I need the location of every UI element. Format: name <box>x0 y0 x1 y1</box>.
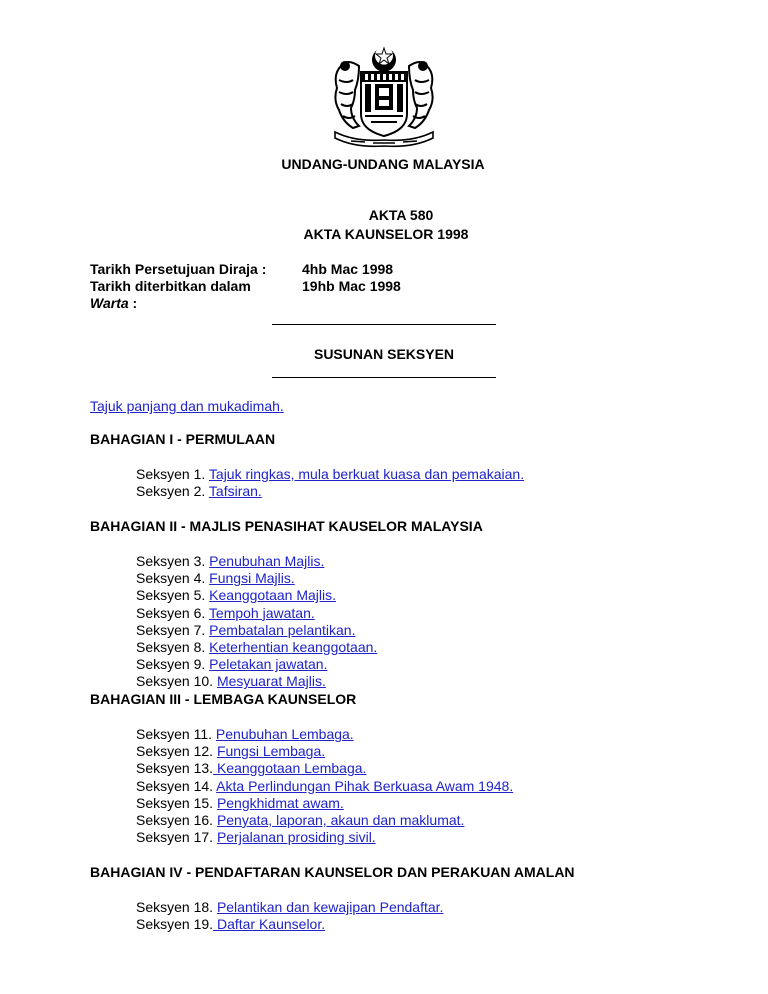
published-label: Tarikh diterbitkan dalam <box>90 278 251 294</box>
section-row <box>136 656 377 673</box>
part-title: BAHAGIAN I - PERMULAAN <box>90 431 276 447</box>
section-label: Seksyen 12. <box>136 743 217 760</box>
section-row <box>136 570 377 587</box>
section-link[interactable]: Akta Perlindungan Pihak Berkuasa Awam 1948. <box>216 777 514 794</box>
act-name: AKTA KAUNSELOR 1998 <box>303 226 469 242</box>
published-date: 19hb Mac 1998 <box>302 278 401 294</box>
section-label: Seksyen 1. <box>136 466 209 482</box>
section-label: Seksyen 19. <box>136 916 214 933</box>
royal-assent-date: 4hb Mac 1998 <box>302 261 394 277</box>
section-row <box>136 916 443 933</box>
part-title: BAHAGIAN II - MAJLIS PENASIHAT KAUSELOR MALAYSIA <box>90 518 483 534</box>
section-row <box>136 639 377 656</box>
divider-bottom <box>272 377 496 378</box>
warta-colon: : <box>128 295 138 311</box>
section-link[interactable]: Pembatalan pelantikan. <box>209 621 356 638</box>
arrangement-heading: SUSUNAN SEKSYEN <box>313 346 455 362</box>
section-row <box>136 778 513 795</box>
section-link[interactable]: Perjalanan prosiding sivil. <box>216 829 376 846</box>
section-list <box>136 553 377 691</box>
section-row <box>136 622 377 639</box>
part-title: BAHAGIAN IV - PENDAFTARAN KAUNSELOR DAN PERAKUAN AMALAN <box>90 864 575 880</box>
section-label: Seksyen 8. <box>136 638 210 655</box>
section-label: Seksyen 17. <box>136 829 217 846</box>
section-label: Seksyen 3. <box>136 553 210 569</box>
section-link[interactable]: Fungsi Lembaga. <box>216 743 326 760</box>
section-row <box>136 795 513 812</box>
section-label: Seksyen 15. <box>136 794 217 811</box>
law-title: UNDANG-UNDANG MALAYSIA <box>281 156 485 172</box>
section-link[interactable]: Pelantikan dan kewajipan Pendaftar. <box>216 899 444 915</box>
section-row <box>136 483 524 500</box>
section-link[interactable]: Daftar Kaunselor. <box>213 916 326 933</box>
long-title-link-row <box>90 398 284 415</box>
section-label: Seksyen 9. <box>136 656 210 673</box>
section-link[interactable]: Keanggotaan Majlis. <box>209 587 337 604</box>
section-link[interactable]: Penyata, laporan, akaun dan maklumat. <box>216 811 465 828</box>
section-row <box>136 553 377 570</box>
section-link[interactable]: Tajuk ringkas, mula berkuat kuasa dan pemakaian. <box>208 466 525 482</box>
section-link[interactable]: Pengkhidmat awam. <box>216 794 344 811</box>
section-link[interactable]: Penubuhan Majlis. <box>209 553 325 569</box>
section-label: Seksyen 10. <box>136 673 217 690</box>
section-label: Seksyen 6. <box>136 604 209 621</box>
section-link[interactable]: Keterhentian keanggotaan. <box>209 638 378 655</box>
section-row <box>136 466 524 483</box>
part-title: BAHAGIAN III - LEMBAGA KAUNSELOR <box>90 691 357 707</box>
section-label: Seksyen 5. <box>136 587 210 604</box>
section-row <box>136 726 513 743</box>
section-label: Seksyen 14. <box>136 777 217 794</box>
section-link[interactable]: Tempoh jawatan. <box>208 604 315 621</box>
section-row <box>136 829 513 846</box>
section-label: Seksyen 16. <box>136 811 217 828</box>
section-row <box>136 899 443 916</box>
section-label: Seksyen 2. <box>136 483 209 500</box>
royal-assent-label: Tarikh Persetujuan Diraja : <box>90 261 267 277</box>
section-row <box>136 743 513 760</box>
section-row <box>136 760 513 777</box>
section-row <box>136 673 377 690</box>
section-link[interactable]: Keanggotaan Lembaga. <box>213 760 367 777</box>
coat-of-arms-emblem <box>325 44 443 148</box>
section-link[interactable]: Penubuhan Lembaga. <box>215 726 354 742</box>
warta-label: Warta <box>90 295 129 311</box>
section-list <box>136 726 513 846</box>
section-link[interactable]: Fungsi Majlis. <box>209 570 295 587</box>
long-title-link[interactable]: Tajuk panjang dan mukadimah. <box>90 398 284 414</box>
section-label: Seksyen 13. <box>136 760 214 777</box>
warta-label-line <box>90 295 137 312</box>
section-label: Seksyen 11. <box>136 726 216 742</box>
act-number: AKTA 580 <box>368 207 434 223</box>
section-link[interactable]: Mesyuarat Majlis. <box>216 673 326 690</box>
section-label: Seksyen 4. <box>136 570 210 587</box>
section-row <box>136 587 377 604</box>
section-row <box>136 812 513 829</box>
section-list <box>136 466 524 500</box>
divider-top <box>272 324 496 325</box>
section-list <box>136 899 443 933</box>
section-label: Seksyen 7. <box>136 621 210 638</box>
section-label: Seksyen 18. <box>136 899 217 915</box>
section-row <box>136 605 377 622</box>
section-link[interactable]: Tafsiran. <box>208 483 262 500</box>
section-link[interactable]: Peletakan jawatan. <box>209 656 328 673</box>
